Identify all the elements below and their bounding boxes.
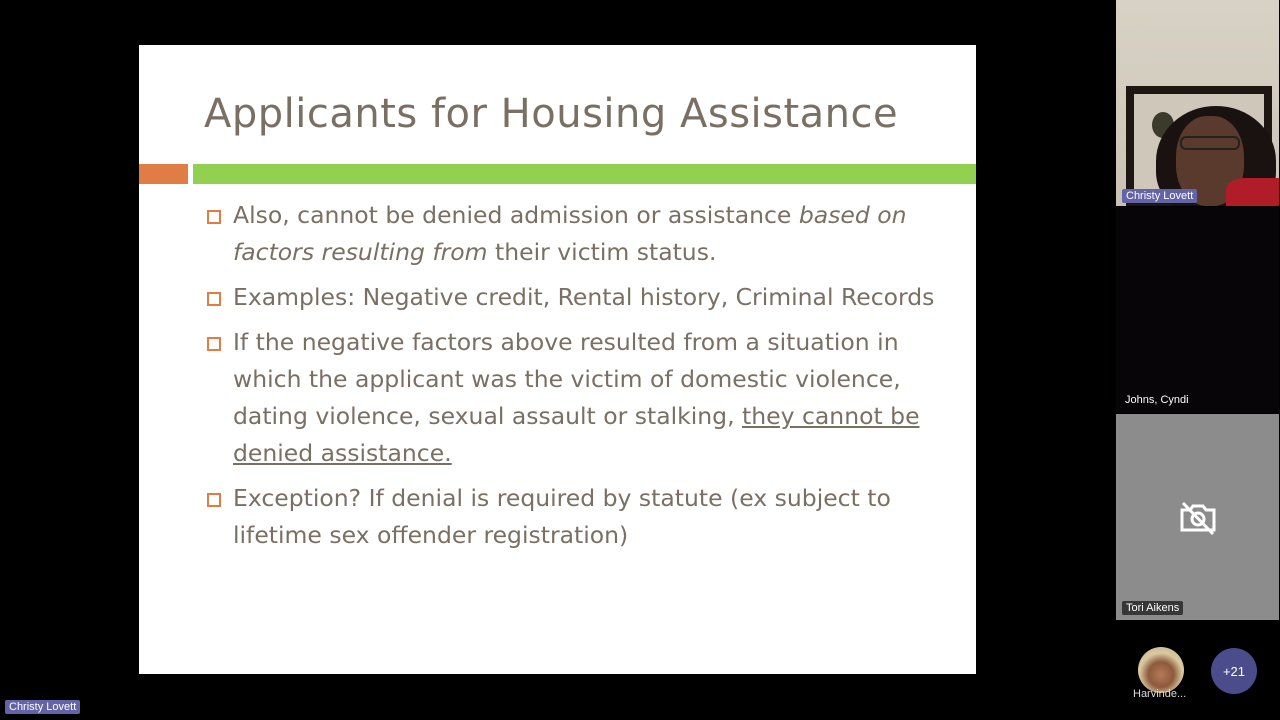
participant-avatar[interactable]: [1138, 647, 1184, 693]
participant-name-tag: Christy Lovett: [1122, 189, 1197, 203]
bullet-list: [205, 197, 945, 562]
participant-shirt: [1226, 178, 1279, 206]
participant-tile-tori-aikens[interactable]: [1116, 414, 1279, 620]
title-accent-orange-bar: [139, 164, 188, 184]
participant-glasses: [1180, 136, 1240, 150]
bullet-item: If the negative factors above resulted from a situation in which the applicant was the victim of domestic violence, dating violence, sexual assault or stalking, they cannot be denied assistance.: [205, 324, 945, 472]
participant-name-tag: Johns, Cyndi: [1125, 394, 1189, 406]
participant-tile-christy-lovett[interactable]: [1116, 0, 1279, 206]
square-bullet-icon: [207, 493, 221, 507]
more-participants-button[interactable]: +21: [1211, 648, 1257, 694]
square-bullet-icon: [207, 210, 221, 224]
square-bullet-icon: [207, 292, 221, 306]
bullet-item: Exception? If denial is required by statute (ex subject to lifetime sex offender registration): [205, 480, 945, 554]
participant-name-tag: Tori Aikens: [1122, 601, 1183, 615]
shared-slide: [139, 45, 976, 674]
square-bullet-icon: [207, 337, 221, 351]
bullet-item: Examples: Negative credit, Rental history, Criminal Records: [205, 279, 945, 316]
bullet-item: Also, cannot be denied admission or assistance based on factors resulting from their victim status.: [205, 197, 945, 271]
camera-off-icon: [1179, 500, 1217, 536]
title-accent-green-bar: [193, 164, 976, 184]
presenter-name-tag: Christy Lovett: [5, 700, 80, 714]
avatar-name-label: Harvinde...: [1133, 688, 1187, 700]
slide-title: Applicants for Housing Assistance: [204, 91, 899, 137]
participant-tile-johns-cyndi[interactable]: [1116, 207, 1279, 413]
